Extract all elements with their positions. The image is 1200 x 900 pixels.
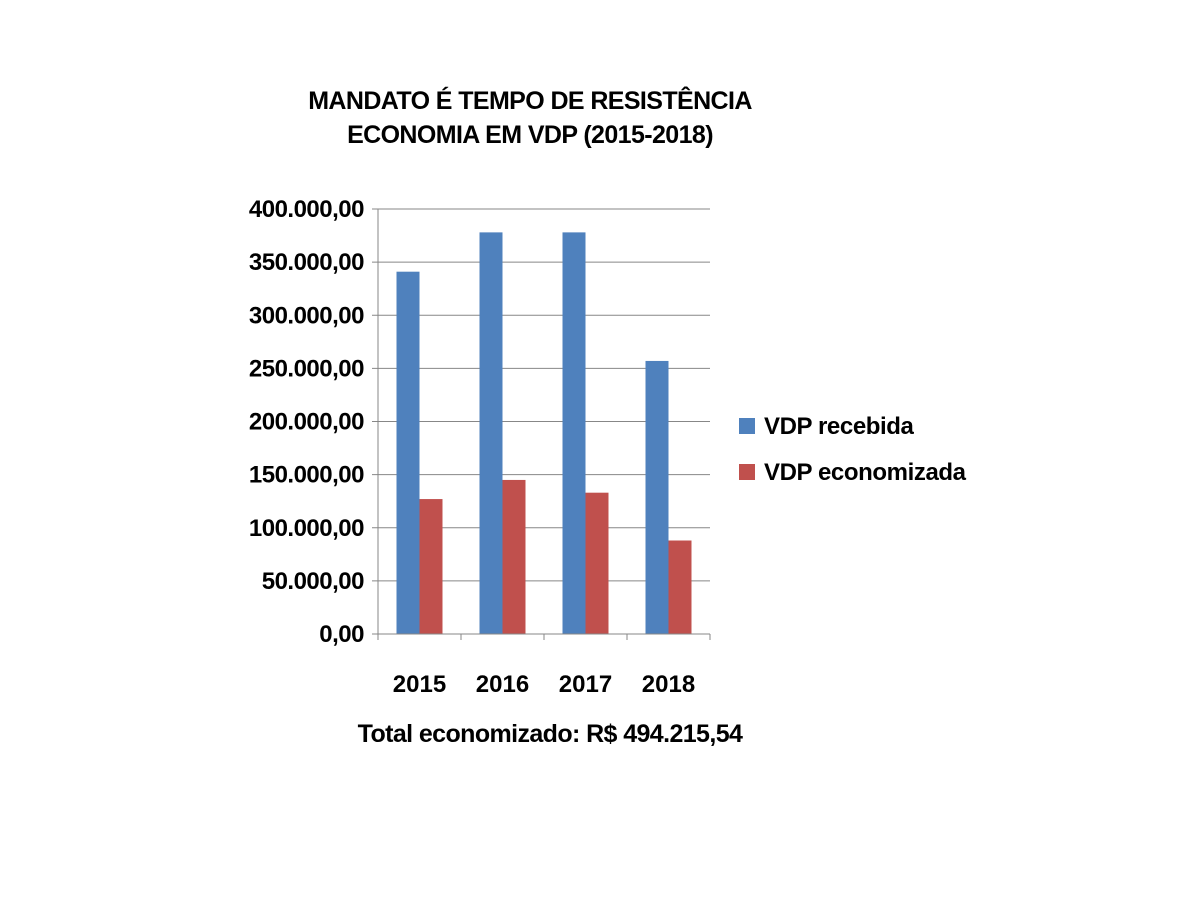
bar-vdp-economizada-2018 bbox=[669, 541, 692, 635]
total-saved-annotation: Total economizado: R$ 494.215,54 bbox=[357, 720, 743, 748]
y-tick-label: 100.000,00 bbox=[248, 514, 364, 542]
bar-vdp-economizada-2016 bbox=[503, 480, 526, 634]
legend-swatch-vdp-economizada bbox=[739, 464, 755, 480]
x-tick-label: 2017 bbox=[558, 671, 613, 698]
y-tick-label: 350.000,00 bbox=[248, 249, 364, 277]
bar-vdp-recebida-2017 bbox=[563, 232, 586, 634]
bar-vdp-recebida-2016 bbox=[480, 232, 503, 634]
bar-vdp-recebida-2018 bbox=[646, 361, 669, 634]
bar-vdp-economizada-2015 bbox=[420, 499, 443, 634]
y-tick-label: 250.000,00 bbox=[248, 355, 364, 383]
x-tick-label: 2015 bbox=[392, 671, 447, 698]
y-tick-label: 50.000,00 bbox=[261, 567, 364, 595]
y-tick-label: 0,00 bbox=[319, 621, 364, 648]
x-tick-label: 2018 bbox=[641, 671, 696, 698]
y-tick-label: 150.000,00 bbox=[248, 461, 364, 489]
legend-label: VDP recebida bbox=[764, 413, 914, 440]
legend-label: VDP economizada bbox=[764, 459, 966, 486]
bar-vdp-recebida-2015 bbox=[397, 272, 420, 634]
chart-title-line-1: MANDATO É TEMPO DE RESISTÊNCIA bbox=[308, 87, 752, 115]
y-tick-label: 400.000,00 bbox=[248, 196, 364, 223]
y-tick-label: 300.000,00 bbox=[248, 302, 364, 330]
y-tick-label: 200.000,00 bbox=[248, 408, 364, 436]
x-tick-label: 2016 bbox=[475, 671, 530, 698]
legend-swatch-vdp-recebida bbox=[739, 418, 755, 434]
bar-vdp-economizada-2017 bbox=[586, 493, 609, 634]
chart-title-line-2: ECONOMIA EM VDP (2015-2018) bbox=[347, 121, 713, 149]
